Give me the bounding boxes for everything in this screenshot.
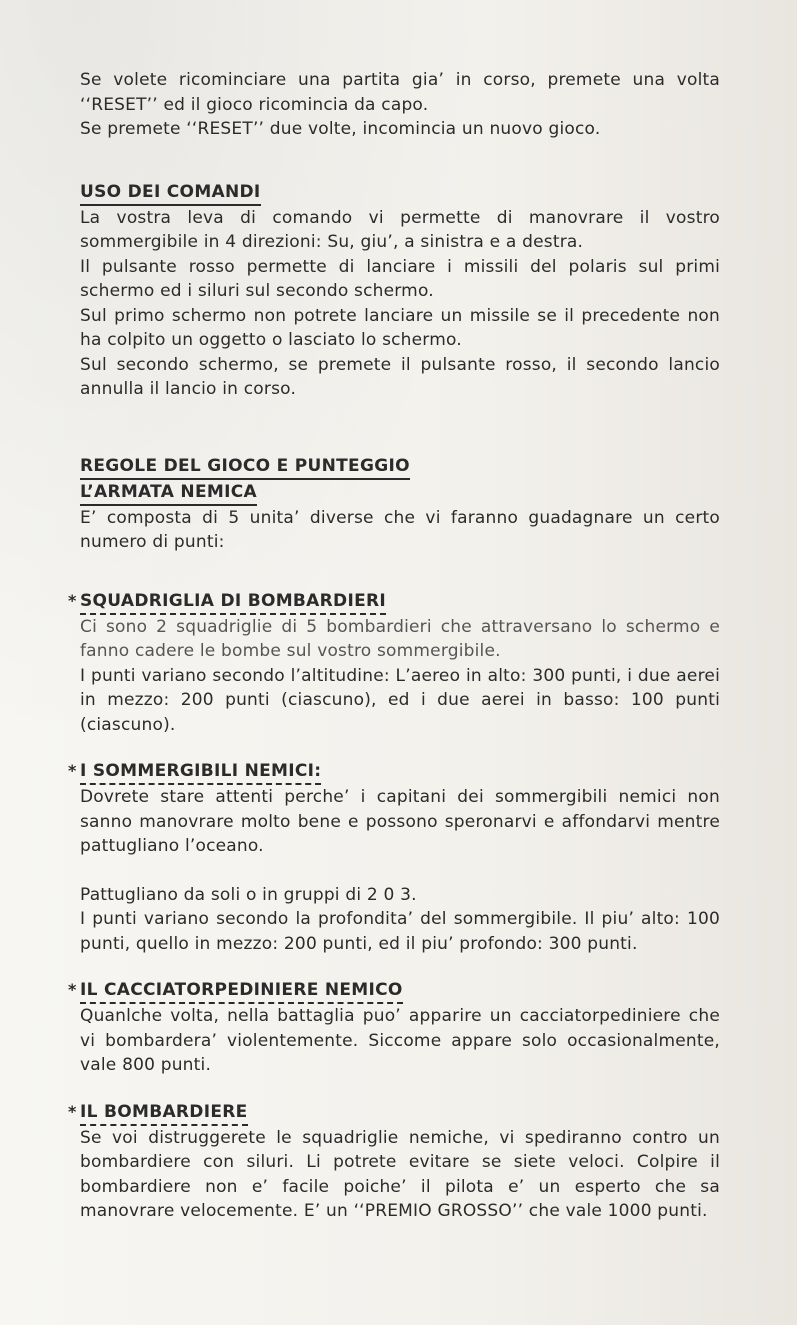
subs-section-heading — [68, 759, 720, 785]
rules-heading: REGOLE DEL GIOCO E PUNTEGGIO — [80, 454, 410, 480]
destroyer-heading: IL CACCIATORPEDINIERE NEMICO — [80, 978, 403, 1004]
controls-section-heading — [80, 180, 720, 206]
bomber-section-heading — [68, 1100, 720, 1126]
destroyer-section-heading — [68, 978, 720, 1004]
army-section-heading — [80, 480, 720, 506]
intro-paragraph-reset-once: Se volete ricominciare una partita gia’ in corso, premete una volta ‘‘RESET’’ ed il gioco ricomincia da capo. — [80, 70, 720, 115]
bombers-heading: SQUADRIGLIA DI BOMBARDIERI — [80, 589, 386, 615]
rules-section-heading — [80, 454, 720, 480]
page-content — [68, 68, 720, 1224]
controls-paragraph-2: Il pulsante rosso permette di lanciare i missili del polaris sul primi schermo ed i siluri sul secondo schermo. — [80, 256, 720, 301]
subs-paragraph-1: Dovrete stare attenti perche’ i capitani dei sommergibili nemici non sanno manovrare molto bene e possono speronarvi e affondarvi mentre pattugliano l’oceano. — [80, 787, 720, 856]
army-heading: L’ARMATA NEMICA — [80, 480, 257, 506]
controls-heading: USO DEI COMANDI — [80, 180, 261, 206]
controls-paragraph-3: Sul primo schermo non potrete lanciare un missile se il precedente non ha colpito un oggetto o lasciato lo schermo. — [80, 305, 720, 350]
bombers-paragraph-2: I punti variano secondo l’altitudine: L’aereo in alto: 300 punti, i due aerei in mezzo: 200 punti (ciascuno), ed i due aerei in basso: 100 punti (ciascuno). — [80, 665, 720, 735]
bullet-star: * — [68, 980, 77, 999]
rules-paragraph: E’ composta di 5 unita’ diverse che vi faranno guadagnare un certo numero di punti: — [80, 507, 720, 552]
destroyer-paragraph: Quanlche volta, nella battaglia puo’ apparire un cacciatorpediniere che vi bombardera’ violentemente. Siccome appare solo occasionalmente, vale 800 punti. — [80, 1006, 720, 1075]
subs-paragraph-2: Pattugliano da soli o in gruppi di 2 0 3. — [80, 884, 417, 905]
subs-paragraph-3: I punti variano secondo la profondita’ del sommergibile. Il piu’ alto: 100 punti, quello in mezzo: 200 punti, ed il piu’ profondo: 300 punti. — [80, 909, 720, 954]
bombers-section-heading — [68, 589, 720, 615]
bomber-paragraph: Se voi distruggerete le squadriglie nemiche, vi spediranno contro un bombardiere con siluri. Li potrete evitare se siete veloci. Colpire il bombardiere non e’ facile poiche’ il pilota e’ un esperto che sa manovrare velocemente. E’ un ‘‘PREMIO GROSSO’’ che vale 1000 punti. — [80, 1127, 720, 1221]
bomber-heading: IL BOMBARDIERE — [80, 1100, 248, 1126]
subs-heading: I SOMMERGIBILI NEMICI: — [80, 759, 321, 785]
bombers-paragraph-1: Ci sono 2 squadriglie di 5 bombardieri che attraversano lo schermo e fanno cadere le bombe sul vostro sommergibile. — [80, 616, 720, 661]
intro-paragraph-reset-twice: Se premete ‘‘RESET’’ due volte, incomincia un nuovo gioco. — [80, 119, 601, 139]
bullet-star: * — [68, 1101, 77, 1121]
controls-paragraph-4: Sul secondo schermo, se premete il pulsante rosso, il secondo lancio annulla il lancio in corso. — [80, 354, 720, 399]
controls-paragraph-1: La vostra leva di comando vi permette di manovrare il vostro sommergibile in 4 direzioni: Su, giu’, a sinistra e a destra. — [80, 207, 720, 252]
bullet-star: * — [68, 761, 77, 780]
bullet-star: * — [68, 590, 77, 610]
